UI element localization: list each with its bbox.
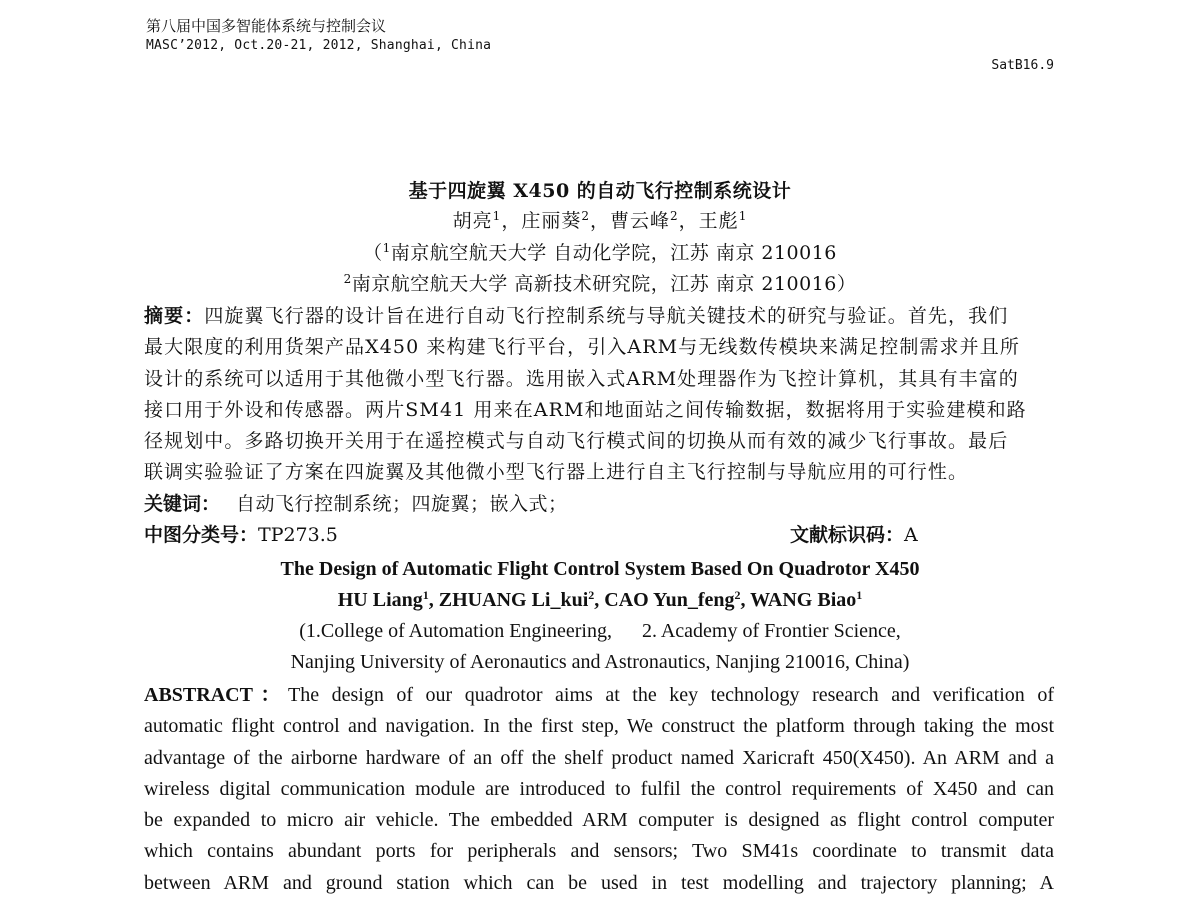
author-en: WANG Biao$^1$ [750, 588, 863, 611]
abstract-en-line: which contains abundant ports for peripherals and sensors; Two SM41s coordinate to transmit data [144, 840, 1054, 863]
document-code-value: A [904, 524, 918, 546]
conference-date-location: MASC’2012, Oct.20-21, 2012, Shanghai, China [146, 38, 492, 53]
document-code-label: 文献标识码： [790, 524, 905, 546]
abstract-en-line: wireless digital communication module are introduced to fulfil the control requirements of X450 and can [144, 777, 1054, 800]
authors-en [0, 587, 1200, 613]
abstract-en-line: automatic flight control and navigation. In the first step, We construct the platform through taking the most [144, 715, 1054, 738]
abstract-en-line: advantage of the airborne hardware of an off the shelf product named Xaricraft 450(X450). An ARM and a [144, 746, 1054, 769]
abstract-zh-label: 摘要： [144, 305, 205, 327]
abstract-en [144, 680, 1054, 899]
clc-value: TP273.5 [258, 524, 338, 546]
abstract-zh-line: 联调实验验证了方案在四旋翼及其他微小型飞行器上进行自主飞行控制与导航应用的可行性。 [144, 461, 969, 484]
author-en: ZHUANG Li_kui$^2$, [438, 588, 605, 611]
paper-code: SatB16.9 [991, 58, 1054, 73]
author-zh: 胡亮$^1$， [452, 209, 522, 232]
abstract-zh-line: 摘要：四旋翼飞行器的设计旨在进行自动飞行控制系统与导航关键技术的研究与验证。首先，我们 [144, 305, 1009, 327]
abstract-en-line: be expanded to micro air vehicle. The embedded ARM computer is designed as flight control computer [144, 809, 1054, 832]
abstract-zh-line: 最大限度的利用货架产品X450 来构建飞行平台，引入ARM与无线数传模块来满足控制需求并且所 [144, 336, 1020, 359]
title-en: The Design of Automatic Flight Control System Based On Quadrotor X450 [280, 558, 920, 580]
author-en: HU Liang$^1$, [337, 588, 439, 611]
author-en: CAO Yun_feng$^2$, [604, 588, 751, 611]
abstract-en-line: ABSTRACT：The design of our quadrotor aims at the key technology research and verification of [144, 684, 1054, 706]
clc-number [144, 522, 338, 548]
conference-name: 第八届中国多智能体系统与控制会议 [146, 17, 387, 35]
keywords-zh-value: 自动飞行控制系统；四旋翼；嵌入式； [236, 493, 568, 515]
affiliation-zh-2: $^2$南京航空航天大学 高新技术研究院，江苏 南京 210016） [343, 272, 857, 295]
author-zh: 曹云峰$^2$， [610, 209, 699, 232]
abstract-en-line: between ARM and ground station which can be used in test modelling and trajectory planning; A [144, 871, 1054, 894]
abstract-zh [144, 301, 1054, 489]
clc-label: 中图分类号： [144, 524, 259, 546]
document-code [790, 522, 918, 548]
authors-zh [0, 208, 1200, 234]
author-zh: 庄丽葵$^2$， [521, 209, 610, 232]
abstract-en-label: ABSTRACT： [144, 684, 288, 706]
abstract-zh-line: 接口用于外设和传感器。两片SM41 用来在ARM和地面站之间传输数据，数据将用于实验建模和路 [144, 398, 1027, 421]
abstract-zh-line: 径规划中。多路切换开关用于在遥控模式与自动飞行模式间的切换从而有效的减少飞行事故。最后 [144, 430, 1009, 453]
affiliation-en-1: (1.College of Automation Engineering, 2. Academy of Frontier Science, [299, 620, 901, 642]
abstract-zh-line: 设计的系统可以适用于其他微小型飞行器。选用嵌入式ARM处理器作为飞控计算机，其具有丰富的 [144, 367, 1019, 390]
affiliation-zh-1: （$^1$南京航空航天大学 自动化学院，江苏 南京 210016 [363, 241, 837, 264]
title-zh: 基于四旋翼 X450 的自动飞行控制系统设计 [408, 180, 792, 202]
author-zh: 王彪$^1$ [698, 209, 748, 232]
keywords-zh-label: 关键词： [144, 493, 221, 515]
keywords-zh [144, 491, 568, 517]
affiliation-en-2: Nanjing University of Aeronautics and Astronautics, Nanjing 210016, China) [290, 651, 910, 673]
